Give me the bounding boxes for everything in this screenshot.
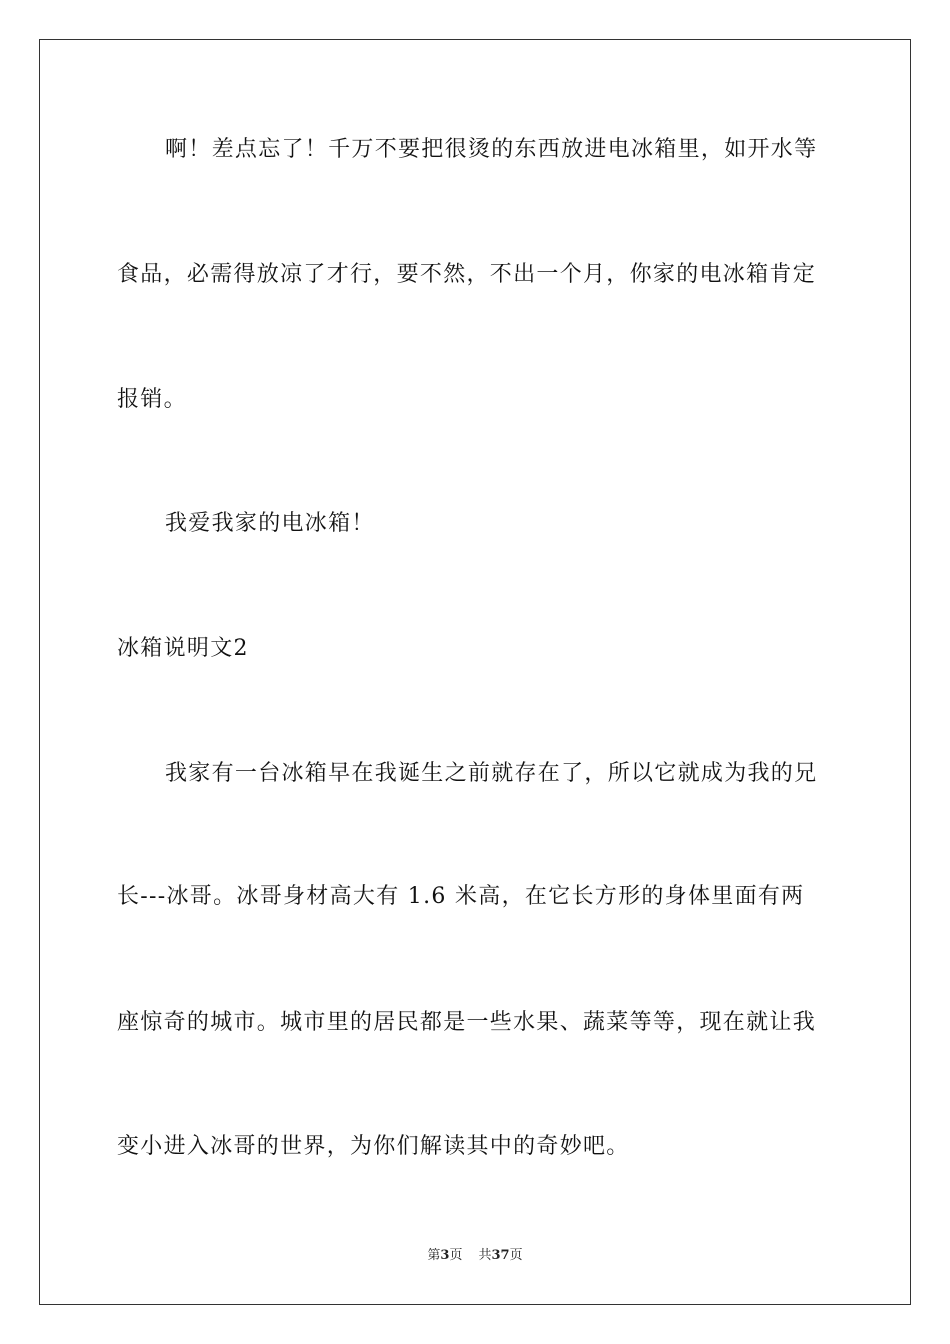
total-pages: 37 bbox=[491, 1248, 510, 1263]
paragraph-line-9: 变小进入冰哥的世界，为你们解读其中的奇妙吧。 bbox=[117, 1134, 630, 1159]
page-footer bbox=[0, 1248, 950, 1264]
page-number: 3 bbox=[440, 1248, 450, 1263]
section-heading: 冰箱说明文2 bbox=[117, 636, 249, 661]
total-suffix: 页 bbox=[509, 1248, 523, 1263]
paragraph-line-3: 报销。 bbox=[117, 387, 187, 412]
page-suffix: 页 bbox=[449, 1248, 463, 1263]
page-border bbox=[39, 39, 911, 1305]
paragraph-line-6: 我家有一台冰箱早在我诞生之前就存在了，所以它就成为我的兄 bbox=[165, 761, 818, 786]
paragraph-line-4: 我爱我家的电冰箱！ bbox=[165, 511, 375, 536]
paragraph-line-2: 食品，必需得放凉了才行，要不然，不出一个月，你家的电冰箱肯定 bbox=[117, 262, 817, 287]
page-prefix: 第 bbox=[427, 1248, 441, 1263]
paragraph-line-1: 啊！差点忘了！千万不要把很烫的东西放进电冰箱里，如开水等 bbox=[165, 137, 818, 162]
total-prefix: 共 bbox=[478, 1248, 492, 1263]
paragraph-line-7: 长---冰哥。冰哥身材高大有 1.6 米高，在它长方形的身体里面有两 bbox=[117, 884, 805, 909]
paragraph-line-8: 座惊奇的城市。城市里的居民都是一些水果、蔬菜等等，现在就让我 bbox=[117, 1010, 817, 1035]
